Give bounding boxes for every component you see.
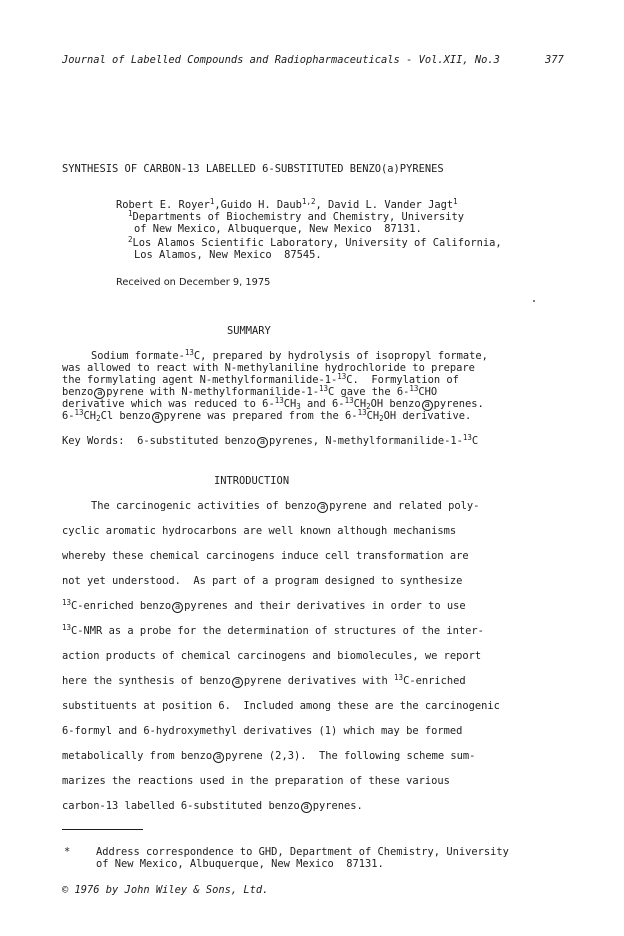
intro-line-6: $^{13}$C-NMR as a probe for the determination of structures of the inter- bbox=[62, 623, 484, 637]
intro-line-10: 6-formyl and 6-hydroxymethyl derivatives (1) which may be formed bbox=[62, 725, 463, 737]
copyright-notice: © 1976 by John Wiley & Sons, Ltd. bbox=[62, 884, 269, 896]
introduction-heading: INTRODUCTION bbox=[214, 475, 290, 487]
footnote-line-2: of New Mexico, Albuquerque, New Mexico 87131. bbox=[96, 858, 384, 870]
summary-line-5: derivative which was reduced to $6-^{13}CH_3$ and $6-^{13}CH_2OH$ benzo a pyrenes. bbox=[62, 396, 484, 411]
summary-line-1: Sodium formate-$^{13}$C, prepared by hydrolysis of isopropyl formate, bbox=[91, 348, 488, 362]
page-number: 377 bbox=[545, 54, 564, 66]
footnote-rule bbox=[62, 829, 143, 830]
affiliation-1-line-1: $^1$Departments of Biochemistry and Chemistry, University bbox=[128, 209, 465, 223]
summary-line-2: was allowed to react with N-methylaniline hydrochloride to prepare bbox=[62, 362, 475, 374]
summary-heading: SUMMARY bbox=[227, 325, 271, 337]
intro-line-5: $^{13}$C-enriched benzo a pyrenes and their derivatives in order to use bbox=[62, 598, 466, 612]
affiliation-2-line-2: Los Alamos, New Mexico 87545. bbox=[134, 249, 322, 261]
speck bbox=[533, 300, 535, 302]
intro-line-11: metabolically from benzo a pyrene (2,3). The following scheme sum- bbox=[62, 750, 476, 762]
summary-line-4: benzo a pyrene with N-methylformanilide-1-$^{13}$C gave the 6-$^{13}$CHO bbox=[62, 384, 438, 398]
journal-header: Journal of Labelled Compounds and Radiopharmaceuticals - Vol.XII, No.3 bbox=[62, 54, 500, 66]
author-names: Robert E. Royer$^1$,Guido H. Daub$^{1,2}$, David L. Vander Jagt$^1$ bbox=[116, 197, 458, 211]
footnote-marker: * bbox=[64, 846, 71, 858]
intro-line-9: substituents at position 6. Included among these are the carcinogenic bbox=[62, 700, 500, 712]
intro-line-2: cyclic aromatic hydrocarbons are well known although mechanisms bbox=[62, 525, 457, 537]
received-date: Received on December 9, 1975 bbox=[116, 277, 271, 288]
summary-line-3: the formylating agent N-methylformanilide-1-$^{13}$C. Formylation of bbox=[62, 372, 459, 386]
summary-line-6: $6-^{13}CH_2Cl$ benzo a pyrene was prepared from the $6-^{13}CH_2OH$ derivative. bbox=[62, 408, 472, 423]
key-words: Key Words: 6-substituted benzo a pyrenes, N-methylformanilide-1-$^{13}$C bbox=[62, 433, 479, 447]
intro-line-7: action products of chemical carcinogens and biomolecules, we report bbox=[62, 650, 482, 662]
intro-line-8: here the synthesis of benzo a pyrene derivatives with $^{13}$C-enriched bbox=[62, 673, 466, 687]
intro-line-1: The carcinogenic activities of benzo a pyrene and related poly- bbox=[91, 500, 480, 512]
paper-title: SYNTHESIS OF CARBON-13 LABELLED 6-SUBSTITUTED BENZO(a)PYRENES bbox=[62, 163, 444, 175]
intro-line-13: carbon-13 labelled 6-substituted benzo a pyrenes. bbox=[62, 800, 363, 812]
affiliation-1-line-2: of New Mexico, Albuquerque, New Mexico 87131. bbox=[134, 223, 422, 235]
intro-line-4: not yet understood. As part of a program designed to synthesize bbox=[62, 575, 463, 587]
intro-line-3: whereby these chemical carcinogens induce cell transformation are bbox=[62, 550, 469, 562]
affiliation-2-line-1: $^2$Los Alamos Scientific Laboratory, University of California, bbox=[128, 235, 502, 249]
footnote-line-1: Address correspondence to GHD, Department of Chemistry, University bbox=[96, 846, 509, 858]
intro-line-12: marizes the reactions used in the preparation of these various bbox=[62, 775, 450, 787]
